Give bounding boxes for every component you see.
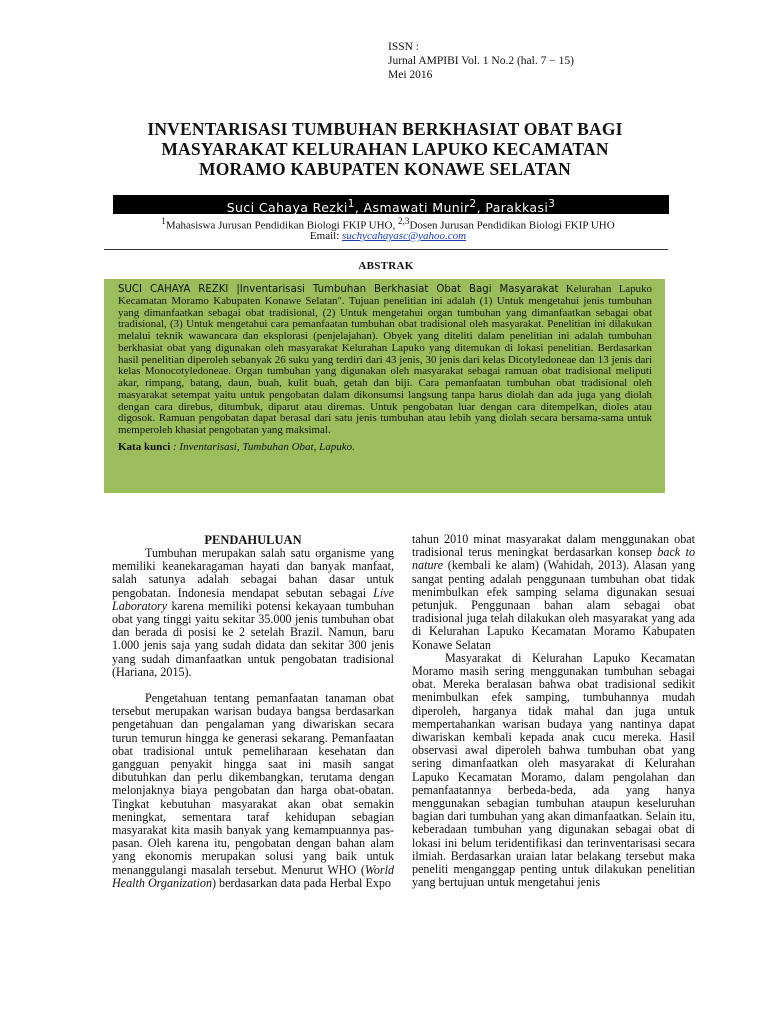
- abstract-body: Kelurahan Lapuko Kecamatan Moramo Kabupaten Konawe Selatan". Tujuan penelitian ini adalah (1) Untuk mengetahui jenis tumbuhan yang dimanfaatkan sebagai obat tradisional, (2) Untuk mengetahui organ tumbuhan yang dimanfaatkan sebagai obat tradisional, (3) Untuk mengetahui cara pemanfaatan tumbuhan obat tradisional oleh masyarakat. Penelitian ini dilakukan melalui teknik wawancara dan eksplorasi (penjelajahan). Obyek yang diteliti dalam penelitian ini adalah tumbuhan berkhasiat obat yang digunakan oleh masyarakat Kelurahan Lapuko yang ditemukan di lokasi penelitian. Berdasarkan hasil penelitian diperoleh sebanyak 26 suku yang terdiri dari 43 jenis, 30 jenis dari kelas Dicotyledoneae dan 13 jenis dari kelas Monocotyledoneae. Organ tumbuhan yang digunakan oleh masyarakat sebagai ramuan obat tradisional meliputi akar, rimpang, batang, daun, buah, kulit buah, getah dan biji. Cara pemanfaatan tumbuhan obat tradisional oleh masyarakat setempat yaitu untuk pengobatan dalam dikonsumsi langsung tanpa harus diolah dan ada juga yang diolah dengan cara direbus, ditumbuk, diparut atau diremas. Untuk pengobatan luar dengan cara ditempelkan, dioles atau digosok. Ramuan pengobatan dapat berasal dari satu jenis tumbuhan atau lebih yang diolah secara bersama-sama untuk memperoleh khasiat pengobatan yang maksimal.: [118, 283, 652, 436]
- text: (kembali ke alam) (Wahidah, 2013). Alasan yang sangat penting adalah penggunaan tumbuhan obat tidak menimbulkan efek samping selama digunakan sesuai petunjuk. Penggunaan bahan alam sebagai obat tradisional juga telah dilakukan oleh masyarakat yang ada di Kelurahan Lapuko Kecamatan Moramo Kabupaten Konawe Selatan: [412, 558, 695, 652]
- abstract-lead: SUCI CAHAYA REZKI |Inventarisasi Tumbuhan Berkhasiat Obat Bagi Masyarakat: [118, 284, 559, 295]
- paragraph: [112, 547, 394, 679]
- paragraph: [412, 533, 695, 652]
- author-2-sup: 2: [469, 198, 477, 210]
- abstract-heading: ABSTRAK: [358, 260, 414, 272]
- text: karena memiliki potensi kekayaan tumbuhan obat yang tinggi yaitu sekitar 35.000 jenis tumbuhan obat dan berada di posisi ke 2 setelah Brazil. Namun, baru 1.000 jenis saja yang sudah didata dan sekitar 300 jenis yang sudah dimanfaatkan untuk pengobatan tradisional (Hariana, 2015).: [112, 598, 394, 679]
- text: Pengetahuan tentang pemanfaatan tanaman obat tersebut merupakan warisan budaya bangsa berdasarkan pengetahuan dan pengalaman yang diwariskan secara turun temurun hingga ke generasi sekarang. Pemanfaatan obat tradisional untuk pemeliharaan kesehatan dan gangguan penyakit hingga saat ini masih sangat dibutuhkan dan perlu dikembangkan, terutama dengan melonjaknya biaya pengobatan dan harga obat-obatan. Tingkat kebutuhan masyarakat akan obat semakin meningkat, sementara taraf kehidupan sebagian masyarakat kita masih banyak yang kemampuannya pas-pasan. Oleh karena itu, pengobatan dengan bahan alam yang ekonomis merupakan solusi yang baik untuk menanggulangi masalah tersebut. Menurut WHO (: [112, 691, 394, 877]
- author-1: Suci Cahaya Rezki: [226, 200, 348, 216]
- aff-text-1: Mahasiswa Jurusan Pendidikan Biologi FKIP UHO,: [165, 219, 398, 232]
- authors-bar: [113, 195, 669, 214]
- header-divider: [104, 249, 668, 250]
- title-line-1: INVENTARISASI TUMBUHAN BERKHASIAT OBAT BAGI: [147, 119, 623, 139]
- left-column: [112, 547, 394, 890]
- journal-header: [388, 40, 574, 82]
- aff-text-2: Dosen Jurusan Pendidikan Biologi FKIP UHO: [409, 219, 615, 232]
- italic-term: Live Laboratory: [112, 585, 394, 613]
- title-line-2: MASYARAKAT KELURAHAN LAPUKO KECAMATAN: [161, 139, 609, 159]
- paper-title: [100, 119, 670, 179]
- keywords-label: Kata kunci: [118, 440, 171, 453]
- aff-sup-2: 2,3: [398, 216, 410, 226]
- email-link[interactable]: suchycahayasc@yahoo.com: [342, 230, 467, 242]
- paragraph: Masyarakat di Kelurahan Lapuko Kecamatan Moramo masih sering menggunakan tumbuhan sebagai obat. Mereka beralasan bahwa obat tradisional sedikit menimbulkan efek samping, tumbuhannya mudah diperoleh, harganya tidak mahal dan juga untuk mempertahankan warisan budaya yang nantinya dapat diwariskan kembali kepada anak cucu mereka. Hasil observasi awal diperoleh bahwa tumbuhan obat yang sering dimanfaatkan oleh masyarakat di Kelurahan Lapuko Kecamatan Moramo, dalam pengolahan dan pemanfaatannya berbeda-beda, ada yang hanya menggunakan sebagian tumbuhan ataupun keseluruhan bagian dari tumbuhan yang akan dimanfaatkan. Selain itu, keberadaan tumbuhan yang digunakan sebagai obat di lokasi ini belum teridentifikasi dan terinventarisasi secara ilmiah. Berdasarkan uraian latar belakang tersebut maka peneliti menganggap penting untuk dilakukan penelitian yang bertujuan untuk mengetahui jenis: [412, 650, 695, 890]
- author-2: , Asmawati Munir: [354, 200, 470, 216]
- publication-date: Mei 2016: [388, 69, 433, 81]
- author-1-sup: 1: [347, 198, 355, 210]
- keywords: [118, 441, 652, 453]
- italic-term: back to nature: [412, 545, 695, 573]
- author-3: , Parakkasi: [476, 200, 549, 216]
- aff-sup-1: 1: [161, 216, 166, 226]
- author-3-sup: 3: [548, 198, 556, 210]
- keywords-list: : Inventarisasi, Tumbuhan Obat, Lapuko.: [170, 440, 355, 453]
- title-line-3: MORAMO KABUPATEN KONAWE SELATAN: [199, 159, 571, 179]
- issn-label: ISSN :: [388, 41, 419, 53]
- journal-citation: Jurnal AMPIBI Vol. 1 No.2 (hal. 7 − 15): [388, 55, 574, 67]
- paragraph: [112, 692, 394, 890]
- italic-term: World Health Organization: [112, 862, 394, 890]
- email-line: [108, 229, 668, 243]
- email-label: Email:: [309, 230, 342, 242]
- text: tahun 2010 minat masyarakat dalam menggunakan obat tradisional terus meningkat berdasarkan konsep: [412, 532, 695, 560]
- right-column: [412, 533, 695, 889]
- abstract-text: [118, 284, 652, 437]
- section-heading-pendahuluan: PENDAHULUAN: [204, 533, 302, 547]
- text: ) berdasarkan data pada Herbal Expo: [212, 875, 391, 890]
- text: Tumbuhan merupakan salah satu organisme yang memiliki keanekaragaman hayati dan banyak manfaat, salah satunya adalah sebagai bahan dasar untuk pengobatan. Indonesia mendapat sebutan sebagai: [112, 546, 394, 600]
- abstract-box: [104, 279, 665, 493]
